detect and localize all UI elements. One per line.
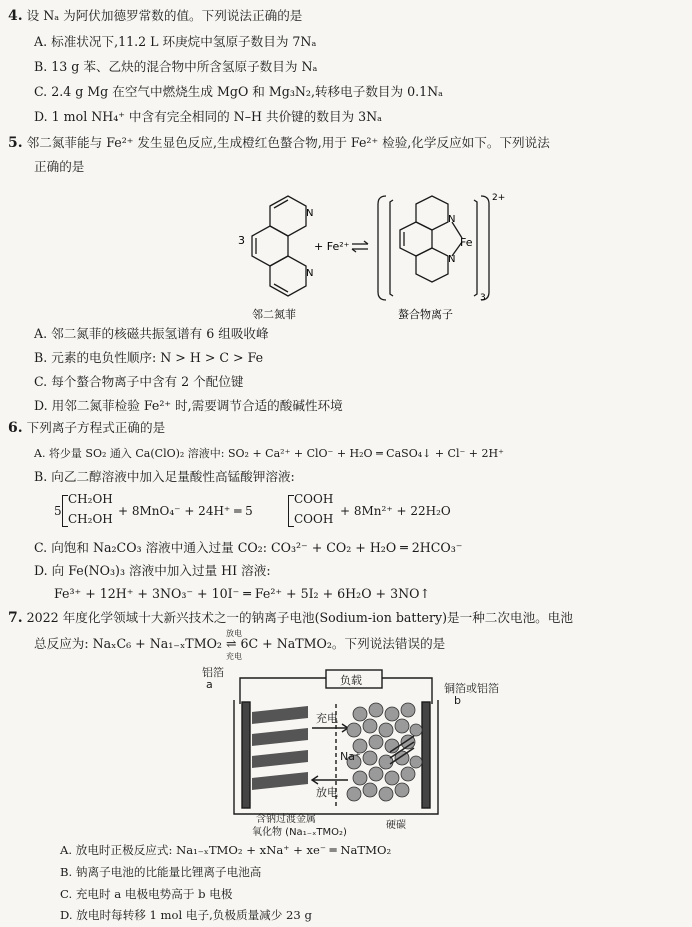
- eq-cooh-bot: COOH: [294, 512, 334, 526]
- q5-option-b: B. 元素的电负性顺序: N > H > C > Fe: [34, 350, 264, 365]
- q6-stem: 下列离子方程式正确的是: [26, 420, 166, 435]
- eq-ch2oh-bot: CH₂OH: [68, 512, 113, 526]
- q7-option-b: B. 钠离子电池的比能量比锂离子电池高: [60, 865, 262, 879]
- fe-center: Fe: [460, 236, 473, 249]
- load-label: 负载: [340, 674, 362, 687]
- q4-stem-line: [8, 8, 302, 24]
- q7-stem-2: 总反应为: NaₓC₆ + Na₁₋ₓTMO₂ ⇌ 6C + NaTMO₂。下列说法错误的是: [34, 636, 446, 651]
- q4-option-a: A. 标准状况下,11.2 L 环庚烷中氢原子数目为 7Nₐ: [34, 34, 317, 49]
- q4-number: 4.: [8, 8, 23, 24]
- reaction-arrow-discharge: 放电: [226, 629, 242, 638]
- q5-stem-2: 正确的是: [34, 159, 85, 174]
- complex-n-1: N: [448, 214, 456, 225]
- eq-cooh-top: COOH: [294, 492, 334, 506]
- label-chelate-ion: 螯合物离子: [398, 308, 453, 321]
- electrode-a-label: a: [206, 678, 213, 691]
- reaction-arrow-charge: 充电: [226, 652, 242, 661]
- eq-coef-5: 5: [54, 504, 62, 518]
- n-atom-1: N: [306, 208, 314, 219]
- q7-number: 7.: [8, 610, 23, 626]
- q4-stem: 设 Nₐ 为阿伏加德罗常数的值。下列说法正确的是: [26, 8, 303, 23]
- q6-option-d-equation: Fe³⁺ + 12H⁺ + 3NO₃⁻ + 10I⁻ ═ Fe²⁺ + 5I₂ + 6H₂O + 3NO↑: [54, 586, 431, 601]
- eq-end: + 8Mn²⁺ + 22H₂O: [340, 504, 451, 518]
- ring-position-3: 3: [238, 234, 245, 247]
- q5-option-a: A. 邻二氮菲的核磁共振氢谱有 6 组吸收峰: [34, 326, 269, 341]
- cathode-label-1: 含钠过渡金属: [256, 814, 316, 825]
- q7-stem-1: 2022 年度化学领域十大新兴技术之一的钠离子电池(Sodium-ion battery)是一种二次电池。电池: [26, 610, 573, 625]
- phenanthroline-reaction-figure: [230, 188, 530, 324]
- cu-foil-label: 铜箔或铝箔: [444, 682, 499, 695]
- q6-number: 6.: [8, 420, 23, 436]
- label-phenanthroline: 邻二氮菲: [252, 308, 296, 321]
- q5-option-d: D. 用邻二氮菲检验 Fe²⁺ 时,需要调节合适的酸碱性环境: [34, 398, 343, 413]
- q5-option-c: C. 每个螯合物离子中含有 2 个配位键: [34, 374, 244, 389]
- al-foil-label: 铝箔: [202, 666, 224, 679]
- cathode-label-2: 氧化物 (Na₁₋ₓTMO₂): [252, 827, 347, 838]
- q6-option-b-equation: [54, 492, 474, 534]
- anode-label: 硬碳: [386, 820, 406, 831]
- eq-middle: + 8MnO₄⁻ + 24H⁺ ═ 5: [118, 504, 253, 518]
- q7-option-a: A. 放电时正极反应式: Na₁₋ₓTMO₂ + xNa⁺ + xe⁻ ═ NaTMO₂: [60, 843, 392, 857]
- complex-charge: 2+: [492, 193, 506, 203]
- plus-fe2: + Fe²⁺: [314, 240, 350, 253]
- charge-direction-label: 充电: [316, 712, 338, 725]
- q6-option-a: A. 将少量 SO₂ 通入 Ca(ClO)₂ 溶液中: SO₂ + Ca²⁺ + ClO⁻ + H₂O ═ CaSO₄↓ + Cl⁻ + 2H⁺: [34, 447, 504, 460]
- q6-stem-line: [8, 420, 165, 436]
- complex-subscript: 3: [480, 293, 486, 303]
- sodium-ion-label: Na⁺: [340, 750, 361, 763]
- q7-stem-line: [8, 610, 573, 626]
- q7-option-c: C. 充电时 a 电极电势高于 b 电极: [60, 887, 233, 901]
- complex-n-2: N: [448, 254, 456, 265]
- q6-option-b: B. 向乙二醇溶液中加入足量酸性高锰酸钾溶液:: [34, 469, 295, 484]
- discharge-direction-label: 放电: [316, 786, 338, 799]
- q6-option-c: C. 向饱和 Na₂CO₃ 溶液中通入过量 CO₂: CO₃²⁻ + CO₂ + H₂O ═ 2HCO₃⁻: [34, 540, 463, 555]
- q5-stem-1: 邻二氮菲能与 Fe²⁺ 发生显色反应,生成橙红色螯合物,用于 Fe²⁺ 检验,化学反应如下。下列说法: [26, 135, 550, 150]
- q5-stem-line: [8, 135, 550, 151]
- battery-figure: [200, 664, 520, 836]
- q4-option-b: B. 13 g 苯、乙炔的混合物中所含氢原子数目为 Nₐ: [34, 59, 318, 74]
- q6-option-d: D. 向 Fe(NO₃)₃ 溶液中加入过量 HI 溶液:: [34, 563, 271, 578]
- eq-ch2oh-top: CH₂OH: [68, 492, 113, 506]
- n-atom-2: N: [306, 268, 314, 279]
- electrode-b-label: b: [454, 694, 461, 707]
- q5-number: 5.: [8, 135, 23, 151]
- q7-option-d: D. 放电时每转移 1 mol 电子,负极质量减少 23 g: [60, 908, 312, 922]
- q4-option-d: D. 1 mol NH₄⁺ 中含有完全相同的 N–H 共价键的数目为 3Nₐ: [34, 109, 383, 124]
- q4-option-c: C. 2.4 g Mg 在空气中燃烧生成 MgO 和 Mg₃N₂,转移电子数目为 0.1Nₐ: [34, 84, 444, 99]
